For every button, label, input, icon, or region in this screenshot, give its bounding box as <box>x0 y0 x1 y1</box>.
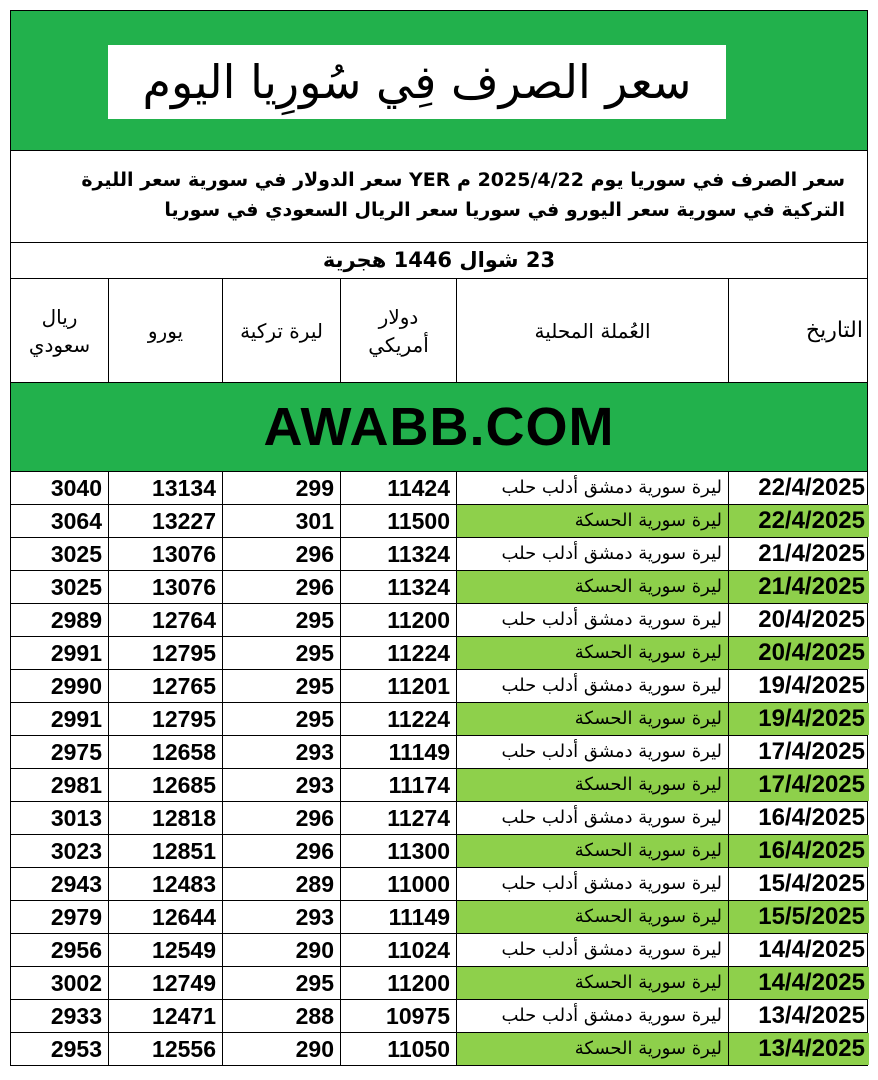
cell-date: 16/4/2025 <box>728 802 869 834</box>
header-try: ليرة تركية <box>222 279 340 382</box>
cell-date: 19/4/2025 <box>728 670 869 702</box>
cell-eur: 12795 <box>108 637 222 669</box>
cell-try: 289 <box>222 868 340 900</box>
cell-try: 290 <box>222 1033 340 1065</box>
cell-eur: 12765 <box>108 670 222 702</box>
table-row <box>10 571 868 604</box>
cell-usd: 11300 <box>340 835 456 867</box>
cell-usd: 11149 <box>340 901 456 933</box>
cell-currency: ليرة سورية الحسكة <box>456 505 728 537</box>
cell-eur: 12658 <box>108 736 222 768</box>
cell-date: 14/4/2025 <box>728 967 869 999</box>
cell-date: 16/4/2025 <box>728 835 869 867</box>
table-row <box>10 637 868 670</box>
cell-currency: ليرة سورية دمشق أدلب حلب <box>456 934 728 966</box>
cell-currency: ليرة سورية الحسكة <box>456 967 728 999</box>
cell-try: 290 <box>222 934 340 966</box>
cell-date: 13/4/2025 <box>728 1000 869 1032</box>
cell-currency: ليرة سورية الحسكة <box>456 901 728 933</box>
cell-currency: ليرة سورية دمشق أدلب حلب <box>456 1000 728 1032</box>
cell-currency: ليرة سورية الحسكة <box>456 769 728 801</box>
header-date: التاريخ <box>728 279 869 382</box>
cell-sar: 3023 <box>50 838 102 864</box>
cell-date: 22/4/2025 <box>728 472 869 504</box>
cell-eur: 12795 <box>108 703 222 735</box>
cell-usd: 11224 <box>340 637 456 669</box>
table-row <box>10 472 868 505</box>
header-currency: العُملة المحلية <box>456 279 728 382</box>
cell-sar: 2933 <box>50 1003 102 1029</box>
cell-sar: 3002 <box>50 970 102 996</box>
table-row <box>10 1033 868 1066</box>
cell-sar: 3025 <box>50 541 102 567</box>
cell-usd: 11174 <box>340 769 456 801</box>
cell-date: 22/4/2025 <box>728 505 869 537</box>
cell-currency: ليرة سورية دمشق أدلب حلب <box>456 736 728 768</box>
cell-eur: 12483 <box>108 868 222 900</box>
column-headers <box>10 279 868 383</box>
cell-sar: 2956 <box>50 937 102 963</box>
cell-currency: ليرة سورية الحسكة <box>456 571 728 603</box>
header-eur: يورو <box>108 279 222 382</box>
cell-date: 14/4/2025 <box>728 934 869 966</box>
table-row <box>10 505 868 538</box>
cell-sar: 3064 <box>50 508 102 534</box>
cell-date: 19/4/2025 <box>728 703 869 735</box>
cell-sar: 2990 <box>50 673 102 699</box>
cell-eur: 13134 <box>108 472 222 504</box>
cell-sar: 2989 <box>50 607 102 633</box>
cell-try: 299 <box>222 472 340 504</box>
cell-usd: 11274 <box>340 802 456 834</box>
cell-try: 295 <box>222 604 340 636</box>
table-row <box>10 802 868 835</box>
table-row <box>10 835 868 868</box>
cell-try: 288 <box>222 1000 340 1032</box>
cell-currency: ليرة سورية الحسكة <box>456 637 728 669</box>
cell-try: 293 <box>222 901 340 933</box>
cell-usd: 11200 <box>340 604 456 636</box>
cell-sar: 2991 <box>50 640 102 666</box>
cell-currency: ليرة سورية دمشق أدلب حلب <box>456 802 728 834</box>
cell-currency: ليرة سورية الحسكة <box>456 703 728 735</box>
cell-usd: 11149 <box>340 736 456 768</box>
cell-date: 20/4/2025 <box>728 604 869 636</box>
cell-currency: ليرة سورية دمشق أدلب حلب <box>456 538 728 570</box>
cell-try: 295 <box>222 703 340 735</box>
cell-usd: 11324 <box>340 538 456 570</box>
cell-usd: 11224 <box>340 703 456 735</box>
cell-eur: 12818 <box>108 802 222 834</box>
cell-usd: 11024 <box>340 934 456 966</box>
cell-currency: ليرة سورية دمشق أدلب حلب <box>456 670 728 702</box>
cell-try: 296 <box>222 835 340 867</box>
cell-currency: ليرة سورية دمشق أدلب حلب <box>456 604 728 636</box>
table-row <box>10 901 868 934</box>
cell-date: 15/5/2025 <box>728 901 869 933</box>
table-row <box>10 670 868 703</box>
cell-sar: 2975 <box>50 739 102 765</box>
table-row <box>10 1000 868 1033</box>
header-sar: ريال سعودي <box>28 304 91 357</box>
table-row <box>10 967 868 1000</box>
cell-try: 296 <box>222 538 340 570</box>
table-row <box>10 538 868 571</box>
cell-try: 295 <box>222 637 340 669</box>
table-row <box>10 934 868 967</box>
cell-eur: 12471 <box>108 1000 222 1032</box>
cell-try: 296 <box>222 802 340 834</box>
cell-usd: 11201 <box>340 670 456 702</box>
cell-try: 293 <box>222 736 340 768</box>
cell-date: 21/4/2025 <box>728 538 869 570</box>
cell-date: 17/4/2025 <box>728 769 869 801</box>
cell-currency: ليرة سورية دمشق أدلب حلب <box>456 472 728 504</box>
cell-usd: 11050 <box>340 1033 456 1065</box>
table-row <box>10 703 868 736</box>
cell-sar: 3040 <box>50 475 102 501</box>
cell-date: 15/4/2025 <box>728 868 869 900</box>
cell-usd: 11500 <box>340 505 456 537</box>
table-row <box>10 868 868 901</box>
header-usd: دولار أمريكي <box>340 279 456 382</box>
cell-eur: 13076 <box>108 571 222 603</box>
intro-text: سعر الصرف في سوريا يوم 2025/4/22 م YER سعر الدولار في سورية سعر الليرة التركية في سورية سعر اليورو في سوريا سعر الريال السعودي في سوريا <box>10 151 868 243</box>
cell-eur: 13076 <box>108 538 222 570</box>
cell-eur: 12549 <box>108 934 222 966</box>
cell-eur: 12644 <box>108 901 222 933</box>
cell-eur: 12685 <box>108 769 222 801</box>
cell-try: 296 <box>222 571 340 603</box>
cell-sar: 2943 <box>50 871 102 897</box>
cell-date: 17/4/2025 <box>728 736 869 768</box>
cell-try: 295 <box>222 670 340 702</box>
cell-date: 13/4/2025 <box>728 1033 869 1065</box>
cell-sar: 2991 <box>50 706 102 732</box>
cell-sar: 2979 <box>50 904 102 930</box>
cell-usd: 10975 <box>340 1000 456 1032</box>
cell-sar: 2981 <box>50 772 102 798</box>
cell-try: 295 <box>222 967 340 999</box>
cell-try: 301 <box>222 505 340 537</box>
cell-currency: ليرة سورية الحسكة <box>456 835 728 867</box>
table-row <box>10 769 868 802</box>
cell-eur: 13227 <box>108 505 222 537</box>
cell-usd: 11200 <box>340 967 456 999</box>
cell-currency: ليرة سورية دمشق أدلب حلب <box>456 868 728 900</box>
cell-date: 20/4/2025 <box>728 637 869 669</box>
cell-sar: 2953 <box>50 1036 102 1062</box>
cell-currency: ليرة سورية الحسكة <box>456 1033 728 1065</box>
cell-try: 293 <box>222 769 340 801</box>
watermark-banner: AWABB.COM <box>10 383 868 472</box>
page-title: سعر الصرف فِي سُورِيا اليوم <box>108 45 726 119</box>
table-row <box>10 604 868 637</box>
cell-eur: 12556 <box>108 1033 222 1065</box>
cell-eur: 12749 <box>108 967 222 999</box>
table-row <box>10 736 868 769</box>
cell-sar: 3025 <box>50 574 102 600</box>
cell-sar: 3013 <box>50 805 102 831</box>
cell-eur: 12764 <box>108 604 222 636</box>
cell-usd: 11000 <box>340 868 456 900</box>
hijri-date: 23 شوال 1446 هجرية <box>10 243 868 279</box>
cell-eur: 12851 <box>108 835 222 867</box>
cell-usd: 11324 <box>340 571 456 603</box>
cell-date: 21/4/2025 <box>728 571 869 603</box>
title-banner <box>10 10 868 151</box>
cell-usd: 11424 <box>340 472 456 504</box>
